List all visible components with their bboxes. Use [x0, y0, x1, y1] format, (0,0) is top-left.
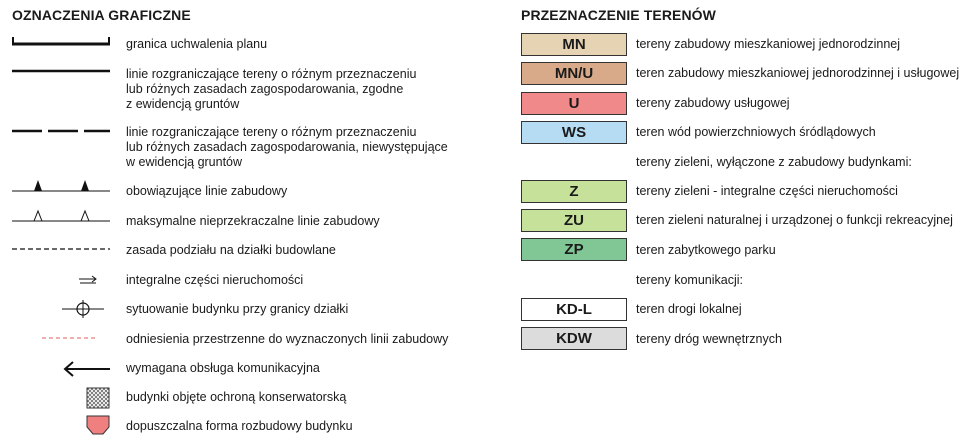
legend-item-max-building-line: maksymalne nieprzekraczalne linie zabudowy: [126, 214, 380, 228]
legend-item-dashed-line: linie rozgraniczające tereny o różnym przeznaczeniu lub różnych zasadach zagospodarowania, niewystępujące w ewidencją gruntów: [126, 125, 448, 169]
legend-item-extension-form: dopuszczalna forma rozbudowy budynku: [126, 419, 353, 433]
circle-line-symbol: [60, 299, 106, 319]
integral-arrow-icon: [78, 274, 98, 288]
short-dash-line-symbol: [12, 245, 112, 253]
zone-code-MN-U: MN/U: [521, 62, 627, 85]
legend-item-plot-division: zasada podziału na działki budowlane: [126, 243, 336, 257]
group-heading-transport: tereny komunikacji:: [636, 273, 743, 287]
legend-title-graphic: OZNACZENIA GRAFICZNE: [12, 7, 191, 23]
legend-item-integral-parts: integralne części nieruchomości: [126, 273, 304, 287]
zone-desc-Z: tereny zieleni - integralne części nieruchomości: [636, 184, 898, 198]
filled-triangle-line-symbol: [12, 176, 112, 194]
zone-code-MN: MN: [521, 33, 627, 56]
legend-item-building-at-border: sytuowanie budynku przy granicy działki: [126, 302, 349, 316]
hatched-square-icon: [86, 387, 110, 409]
arrow-left-icon: [62, 359, 112, 379]
zone-code-ZU: ZU: [521, 209, 627, 232]
solid-line-symbol: [12, 67, 112, 75]
zone-code-Z: Z: [521, 180, 627, 203]
zone-code-KD-L: KD-L: [521, 298, 627, 321]
zone-desc-U: tereny zabudowy usługowej: [636, 96, 790, 110]
group-heading-green: tereny zieleni, wyłączone z zabudowy budynkami:: [636, 155, 912, 169]
zone-desc-WS: teren wód powierzchniowych śródlądowych: [636, 125, 876, 139]
zone-code-KDW: KDW: [521, 327, 627, 350]
zone-code-WS: WS: [521, 121, 627, 144]
zone-desc-KDW: tereny dróg wewnętrznych: [636, 332, 782, 346]
legend-item-road-access: wymagana obsługa komunikacyjna: [126, 361, 320, 375]
legend-item-building-line: obowiązujące linie zabudowy: [126, 184, 288, 198]
zone-code-U: U: [521, 92, 627, 115]
zone-desc-MN: tereny zabudowy mieszkaniowej jednorodzinnej: [636, 37, 901, 51]
zone-desc-MN-U: teren zabudowy mieszkaniowej jednorodzinnej i usługowej: [636, 66, 960, 80]
legend-item-protected-buildings: budynki objęte ochroną konserwatorską: [126, 390, 347, 404]
zone-desc-ZU: teren zieleni naturalnej i urządzonej o funkcji rekreacyjnej: [636, 213, 953, 227]
legend-item-spatial-references: odniesienia przestrzenne do wyznaczonych linii zabudowy: [126, 332, 449, 346]
zone-code-ZP: ZP: [521, 238, 627, 261]
plan-boundary-symbol: [12, 34, 112, 48]
legend-item-plan-boundary: granica uchwalenia planu: [126, 37, 268, 51]
red-dashed-line-symbol: [42, 334, 98, 342]
zone-desc-ZP: teren zabytkowego parku: [636, 243, 776, 257]
legend-item-solid-line: linie rozgraniczające tereny o różnym przeznaczeniu lub różnych zasadach zagospodarowania, zgodne z ewidencją gruntów: [126, 67, 417, 111]
zone-desc-KD-L: teren drogi lokalnej: [636, 302, 742, 316]
legend-title-land-use: PRZEZNACZENIE TERENÓW: [521, 7, 716, 23]
dashed-line-symbol: [12, 127, 112, 135]
open-triangle-line-symbol: [12, 206, 112, 224]
extension-shape-icon: [86, 415, 110, 435]
